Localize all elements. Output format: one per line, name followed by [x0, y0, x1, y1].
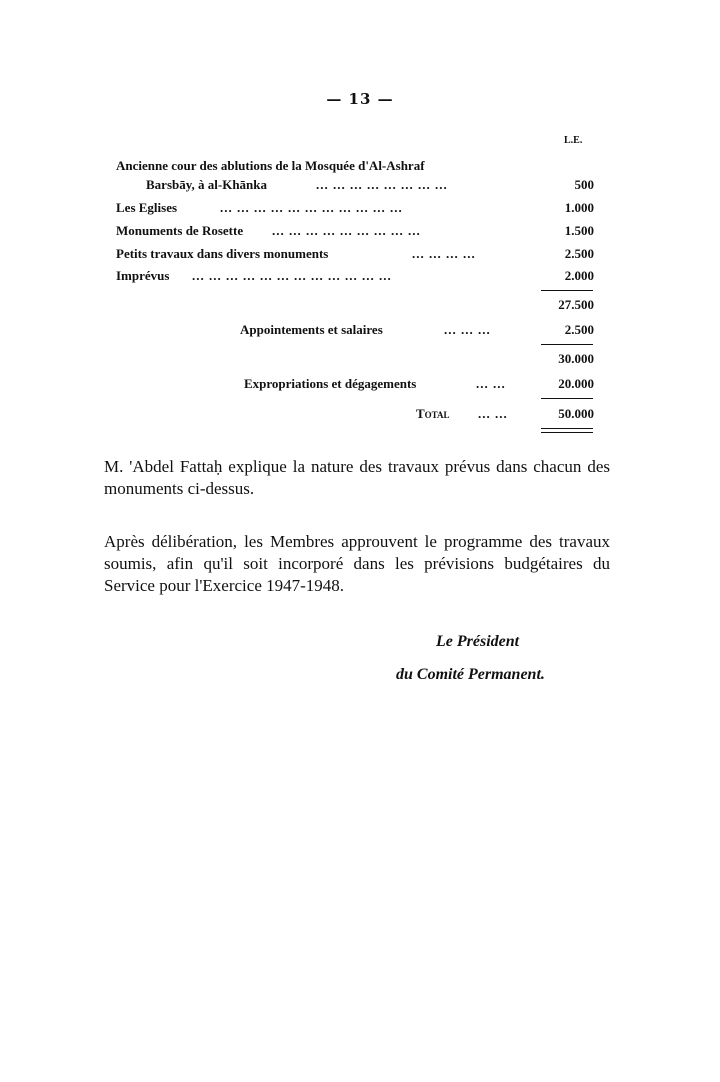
subtotal-amount: 27.500 — [558, 297, 594, 312]
budget-item-label: Les Eglises — [116, 200, 178, 215]
total-double-rule — [541, 428, 593, 433]
budget-table — [0, 0, 720, 460]
signature-title: Le Président — [436, 633, 520, 650]
sum-rule — [541, 344, 593, 345]
signature-committee: du Comité Permanent. — [396, 666, 545, 683]
expropriations-label: Expropriations et dégagements — [244, 376, 417, 391]
salaries-label: Appointements et salaires — [240, 322, 383, 337]
leader-dots: ... ... ... — [444, 322, 491, 337]
budget-item-label: Petits travaux dans divers monuments — [116, 246, 329, 261]
paragraph-explanation: M. 'Abdel Fattaḥ explique la nature des travaux prévus dans chacun des monuments ci-dessus. — [104, 457, 610, 498]
budget-item-amount: 2.500 — [564, 246, 594, 261]
sum-rule — [541, 290, 593, 291]
total-label: Total — [416, 406, 450, 421]
budget-item-label: Ancienne cour des ablutions de la Mosquée d'Al-Ashraf — [116, 158, 425, 173]
paragraph-approval: Après délibération, les Membres approuvent le programme des travaux soumis, afin qu'il soit incorporé dans les prévisions budgétaires du Service pour l'Exercice 1947-1948. — [104, 532, 610, 595]
budget-item-label: Imprévus — [116, 268, 170, 283]
leader-dots: ... ... — [476, 376, 506, 391]
sum-rule — [541, 398, 593, 399]
page-number: — 13 — — [326, 90, 394, 108]
leader-dots: ... ... ... ... ... ... ... ... — [316, 177, 448, 192]
salaries-amount: 2.500 — [564, 322, 594, 337]
leader-dots: ... ... ... ... ... ... ... ... ... ... ... — [220, 200, 403, 215]
budget-item-label-continued: Barsbāy, à al-Khānka — [146, 177, 268, 192]
budget-item-amount: 1.000 — [564, 200, 594, 215]
budget-item-amount: 1.500 — [564, 223, 594, 238]
leader-dots: ... ... ... ... — [412, 246, 476, 261]
budget-item-amount: 2.000 — [564, 268, 594, 283]
budget-item-label: Monuments de Rosette — [116, 223, 244, 238]
budget-item-amount: 500 — [574, 177, 594, 192]
currency-header: L.E. — [564, 135, 583, 146]
subtotal-amount: 30.000 — [558, 351, 594, 366]
leader-dots: ... ... — [478, 406, 508, 421]
total-amount: 50.000 — [558, 406, 594, 421]
leader-dots: ... ... ... ... ... ... ... ... ... ... ... ... — [192, 268, 392, 283]
expropriations-amount: 20.000 — [558, 376, 594, 391]
leader-dots: ... ... ... ... ... ... ... ... ... — [272, 223, 421, 238]
